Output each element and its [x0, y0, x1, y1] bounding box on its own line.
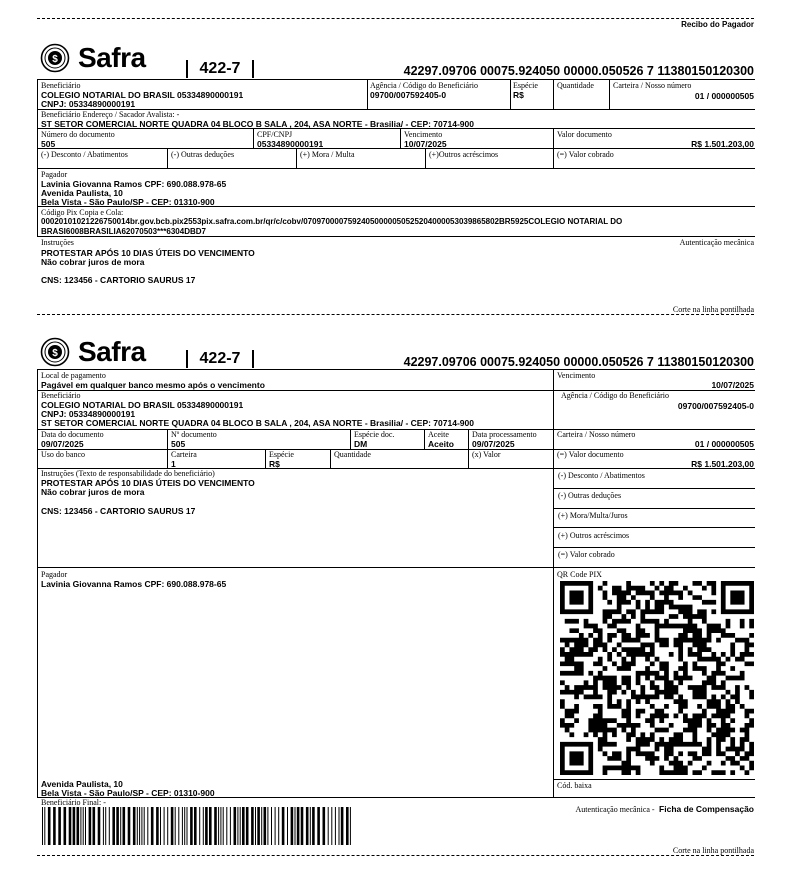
barcode-bar — [109, 807, 110, 845]
local-pagamento-value: Pagável em qualquer banco mesmo após o vencimento — [41, 380, 265, 390]
barcode-bar — [295, 807, 296, 845]
especie-value: R$ — [269, 459, 280, 469]
especiedoc-value: DM — [354, 439, 368, 449]
instrucao-2: Não cobrar juros de mora — [41, 257, 145, 267]
cobrado-label: (=) Valor cobrado — [557, 150, 614, 159]
barcode-bar — [89, 807, 92, 845]
barcode-bar — [346, 807, 349, 845]
barcode-bar — [151, 807, 154, 845]
barcode-bar — [112, 807, 115, 845]
valordoc-label: (=) Valor documento — [557, 450, 624, 459]
autenticacao-label: Autenticação mecânica - — [575, 805, 655, 814]
barcode-bar — [175, 807, 176, 845]
aceite-value: Aceito — [428, 439, 454, 449]
pagador-label: Pagador — [41, 570, 68, 579]
barcode-bar — [226, 807, 227, 845]
barcode-bar — [73, 807, 76, 845]
barcode-bar — [335, 807, 336, 845]
barcode-bar — [331, 807, 332, 845]
especiedoc-label: Espécie doc. — [354, 430, 395, 439]
instrucoes-label: Instruções (Texto de responsabilidade do beneficiário) — [41, 469, 215, 478]
xvalor-label: (x) Valor — [472, 450, 501, 459]
numdoc-label: Nº documento — [171, 430, 217, 439]
barcode-bar — [184, 807, 185, 845]
ficha-compensacao-title: Ficha de Compensação — [659, 804, 754, 814]
barcode-bar — [312, 807, 315, 845]
instrucao-3: CNS: 123456 - CARTORIO SAURUS 17 — [41, 275, 196, 285]
vencimento-label: Vencimento — [557, 371, 596, 380]
numdoc-label: Número do documento — [41, 130, 115, 139]
aceite-label: Aceite — [428, 430, 449, 439]
pagador-address-1: Avenida Paulista, 10 — [41, 188, 123, 198]
barcode-bar — [230, 807, 231, 845]
numdoc-value: 505 — [171, 439, 186, 449]
qr-code-label: QR Code PIX — [557, 570, 602, 579]
endereco-label: Beneficiário Endereço / Sacador Avalista: - — [41, 110, 180, 119]
corte-label-top: Corte na linha pontilhada — [672, 305, 754, 314]
bank-name: Safra — [78, 42, 146, 73]
datadoc-value: 09/07/2025 — [41, 439, 84, 449]
barcode-bar — [141, 807, 142, 845]
barcode-bar — [317, 807, 320, 845]
beneficiario-label: Beneficiário — [41, 391, 81, 400]
dataproc-value: 09/07/2025 — [472, 439, 515, 449]
barcode-bar — [103, 807, 104, 845]
agencia-label: Agência / Código do Beneficiário — [561, 391, 669, 400]
barcode-bar — [133, 807, 136, 845]
pagador-address-1: Avenida Paulista, 10 — [41, 779, 123, 789]
acrescimos-label: (+)Outros acréscimos — [429, 150, 499, 159]
barcode-bar — [234, 807, 237, 845]
barcode-bar — [182, 807, 183, 845]
barcode-bar — [80, 807, 81, 845]
middle-cut-line — [37, 314, 754, 315]
pix-code-line-2[interactable]: BRASI6008BRASILIA62070503***6304DBD7 — [41, 227, 206, 236]
endereco-value: ST SETOR COMERCIAL NORTE QUADRA 04 BLOCO B SALA , 204, ASA NORTE - Brasilia/ - CEP: 70714-900 — [41, 418, 474, 428]
bank-name: Safra — [78, 336, 146, 367]
barcode-bar — [271, 807, 272, 845]
barcode-bar — [42, 807, 43, 845]
barcode-bar — [147, 807, 148, 845]
carteira-value: 01 / 000000505 — [694, 91, 754, 101]
cnpj-value: CNPJ: 05334890000191 — [41, 409, 136, 419]
codbaixa-label: Cód. baixa — [557, 781, 592, 790]
barcode-bar — [98, 807, 101, 845]
especie-label: Espécie — [269, 450, 294, 459]
barcode-bar — [203, 807, 204, 845]
barcode-bar — [301, 807, 304, 845]
barcode-bar — [48, 807, 51, 845]
barcode-bar — [240, 807, 241, 845]
barcode-bar — [187, 807, 188, 845]
qr-modules — [560, 581, 754, 775]
carteira-label: Carteira / Nosso número — [613, 81, 692, 90]
barcode-bar — [53, 807, 56, 845]
barcode-bar — [218, 807, 219, 845]
barcode-bar — [69, 807, 72, 845]
barcode-bar — [156, 807, 159, 845]
agencia-value: 09700/007592405-0 — [370, 90, 447, 100]
barcode-bar — [341, 807, 344, 845]
pagador-label: Pagador — [41, 170, 68, 179]
agencia-label: Agência / Código do Beneficiário — [370, 81, 478, 90]
barcode-bar — [287, 807, 288, 845]
barcode-bar — [194, 807, 197, 845]
especie-label: Espécie — [513, 81, 538, 90]
quantidade-label: Quantidade — [334, 450, 371, 459]
datadoc-label: Data do documento — [41, 430, 104, 439]
carteira-value: 01 / 000000505 — [694, 439, 754, 449]
bank-code: 422-7 — [199, 350, 241, 367]
barcode-bar — [261, 807, 262, 845]
barcode-bar — [223, 807, 224, 845]
especie-value: R$ — [513, 90, 524, 100]
desconto-label: (-) Desconto / Abatimentos — [558, 471, 645, 480]
beneficiario-value: COLEGIO NOTARIAL DO BRASIL 05334890000191 — [41, 400, 244, 410]
barcode-bar — [178, 807, 179, 845]
svg-text:$: $ — [52, 54, 58, 65]
svg-text:$: $ — [52, 348, 58, 359]
pagador-address-2: Bela Vista - São Paulo/SP - CEP: 01310-900 — [41, 788, 215, 798]
barcode-bar — [93, 807, 96, 845]
vencimento-value: 10/07/2025 — [404, 139, 447, 149]
instrucao-1: PROTESTAR APÓS 10 DIAS ÚTEIS DO VENCIMENTO — [41, 248, 255, 258]
pagador-address-2: Bela Vista - São Paulo/SP - CEP: 01310-900 — [41, 197, 215, 207]
mora-label: (+) Mora / Multa — [300, 150, 355, 159]
linha-digitavel: 42297.09706 00075.924050 00000.050526 7 11380150120300 — [403, 64, 754, 78]
safra-seal-icon — [40, 43, 70, 73]
safra-seal-icon — [40, 337, 70, 367]
pix-copia-cola-label: Código Pix Copia e Cola: — [41, 208, 124, 217]
barcode-bar — [264, 807, 267, 845]
bank-logo — [40, 42, 146, 74]
dataproc-label: Data processamento — [472, 430, 537, 439]
barcode-bar — [291, 807, 294, 845]
cpfcnpj-label: CPF/CNPJ — [257, 130, 293, 139]
instrucao-2: Não cobrar juros de mora — [41, 487, 145, 497]
barcode-bar — [128, 807, 131, 845]
bottom-cut-line — [37, 855, 754, 856]
barcode-bar — [44, 807, 45, 845]
barcode-bar — [85, 807, 86, 845]
pagador-name: Lavinia Giovanna Ramos CPF: 690.088.978-65 — [41, 579, 227, 589]
beneficiario-value: COLEGIO NOTARIAL DO BRASIL 05334890000191 — [41, 90, 244, 100]
barcode-bar — [137, 807, 138, 845]
cnpj-value: CNPJ: 05334890000191 — [41, 99, 136, 109]
usobanco-label: Uso do banco — [41, 450, 85, 459]
barcode-bar — [255, 807, 256, 845]
pagador-name: Lavinia Giovanna Ramos CPF: 690.088.978-65 — [41, 179, 227, 189]
barcode-bar — [205, 807, 208, 845]
endereco-value: ST SETOR COMERCIAL NORTE QUADRA 04 BLOCO B SALA , 204, ASA NORTE - Brasilia/ - CEP: 70714-900 — [41, 119, 474, 129]
barcode-bar — [58, 807, 61, 845]
barcode-bar — [306, 807, 309, 845]
barcode-bar — [282, 807, 285, 845]
mora-label: (+) Mora/Multa/Juros — [558, 511, 628, 520]
barcode-bar — [246, 807, 249, 845]
agencia-value: 09700/007592405-0 — [677, 401, 754, 411]
barcode-bar — [323, 807, 326, 845]
outras-deducoes-label: (-) Outras deduções — [558, 491, 622, 500]
barcode-bar — [209, 807, 212, 845]
top-cut-line — [37, 18, 754, 19]
quantidade-label: Quantidade — [557, 81, 594, 90]
barcode-bar — [160, 807, 161, 845]
barcode-bar — [116, 807, 119, 845]
barcode-bar — [237, 807, 238, 845]
desconto-label: (-) Desconto / Abatimentos — [41, 150, 128, 159]
beneficiario-label: Beneficiário — [41, 81, 81, 90]
barcode-bar — [257, 807, 260, 845]
bank-logo-ficha — [40, 336, 146, 368]
barcode-bar — [278, 807, 279, 845]
barcode-bar — [310, 807, 311, 845]
vencimento-label: Vencimento — [404, 130, 443, 139]
autenticacao-label: Autenticação mecânica — [679, 238, 754, 247]
barcode-bar — [275, 807, 276, 845]
cart-value: 1 — [171, 459, 176, 469]
barcode-bar — [167, 807, 168, 845]
cart-label: Carteira — [171, 450, 197, 459]
barcode-bar — [339, 807, 340, 845]
cpfcnpj-value: 05334890000191 — [257, 139, 324, 149]
carteira-label: Carteira / Nosso número — [557, 430, 636, 439]
barcode-bar — [120, 807, 121, 845]
barcode-bar — [251, 807, 254, 845]
beneficiario-final-label: Beneficiário Final: - — [41, 798, 106, 807]
barcode-bar — [220, 807, 221, 845]
pix-code-line-1[interactable]: 00020101021226750014br.gov.bcb.pix2553pix.safra.com.br/qr/c/cobv/07097000075924050000050525204000053039865802BR5925COLEGIO NOTARIAL DO — [41, 217, 623, 226]
barcode-bar — [64, 807, 67, 845]
barcode-bar — [190, 807, 193, 845]
valordoc-value: R$ 1.501.203,00 — [691, 139, 754, 149]
outras-deducoes-label: (-) Outras deduções — [171, 150, 235, 159]
boleto-barcode — [42, 807, 356, 845]
barcode-bar — [242, 807, 245, 845]
local-pagamento-label: Local de pagamento — [41, 371, 106, 380]
barcode-bar — [77, 807, 80, 845]
barcode-bar — [214, 807, 217, 845]
vencimento-value: 10/07/2025 — [711, 380, 754, 390]
barcode-bar — [297, 807, 300, 845]
cobrado-label: (=) Valor cobrado — [558, 550, 615, 559]
instrucao-3: CNS: 123456 - CARTORIO SAURUS 17 — [41, 506, 196, 516]
numdoc-value: 505 — [41, 139, 56, 149]
barcode-bar — [328, 807, 329, 845]
barcode-bar — [123, 807, 126, 845]
barcode-bar — [139, 807, 140, 845]
receipt-title: Recibo do Pagador — [681, 20, 754, 29]
valordoc-label: Valor documento — [557, 130, 612, 139]
valordoc-value: R$ 1.501.203,00 — [691, 459, 754, 469]
autenticacao-footer — [560, 799, 754, 817]
barcode-bar — [350, 807, 351, 845]
corte-label-bottom: Corte na linha pontilhada — [672, 846, 754, 855]
barcode-bar — [144, 807, 145, 845]
bank-code: 422-7 — [199, 60, 241, 77]
barcode-bar — [164, 807, 165, 845]
barcode-bar — [83, 807, 84, 845]
barcode-bar — [267, 807, 268, 845]
barcode-bar — [199, 807, 200, 845]
linha-digitavel-ficha: 42297.09706 00075.924050 00000.050526 7 11380150120300 — [403, 355, 754, 369]
instrucoes-label: Instruções — [41, 238, 74, 247]
acrescimos-label: (+) Outros acréscimos — [558, 531, 630, 540]
instrucao-1: PROTESTAR APÓS 10 DIAS ÚTEIS DO VENCIMENTO — [41, 478, 255, 488]
barcode-bar — [105, 807, 106, 845]
barcode-bar — [171, 807, 174, 845]
pix-qr-code-icon[interactable] — [560, 581, 754, 775]
